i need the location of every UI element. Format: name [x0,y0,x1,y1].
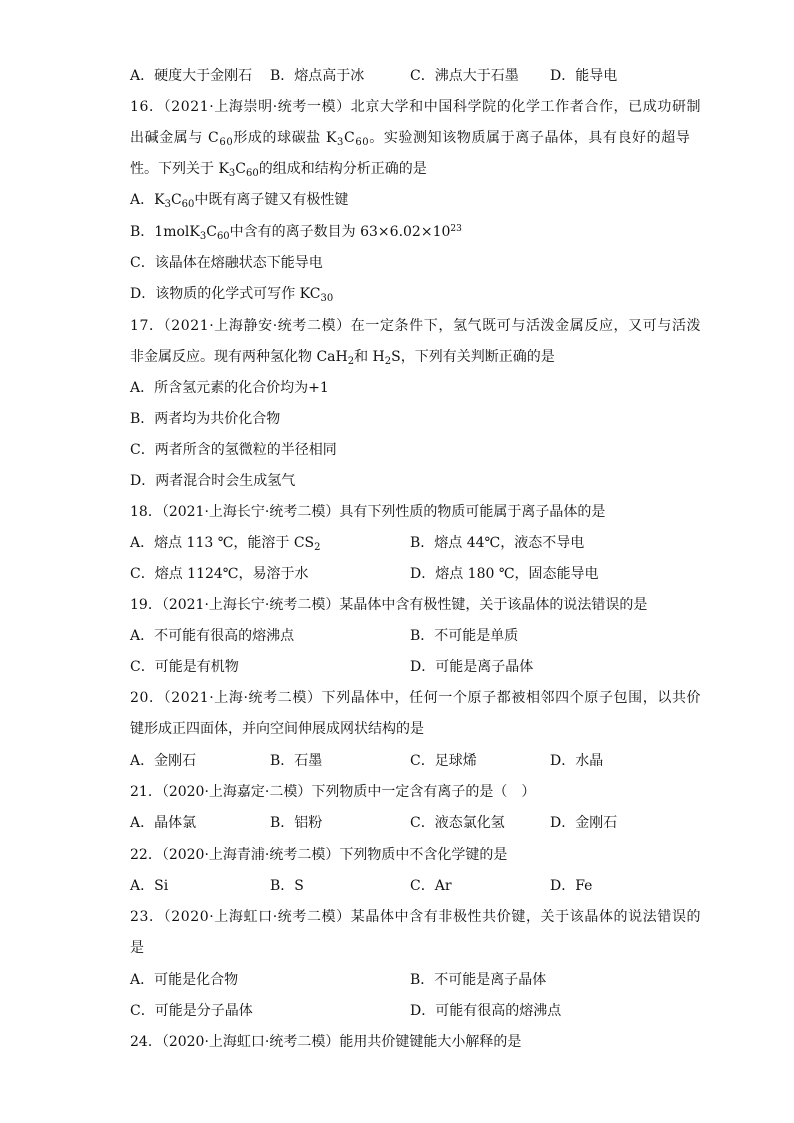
q23-option-c[interactable]: C．可能是分子晶体 [130,1003,253,1019]
q22-option-c[interactable]: C．Ar [410,878,452,894]
q16-option-b[interactable]: B．$1molK_3C_{60}$中含有的离子数目为 $63\times 6.02\times 10^{23}$ [130,224,462,242]
q23-option-a[interactable]: A．可能是化合物 [130,972,239,988]
q21-stem: 21．（2020·上海嘉定·二模）下列物质中一定含有离子的是（ ） [130,784,536,800]
q23-stem-line1: 23．（2020·上海虹口·统考二模）某晶体中含有非极性共价键，关于该晶体的说法错误的 [130,909,702,925]
q21-option-d[interactable]: D．金刚石 [550,815,618,831]
q17-option-d[interactable]: D．两者混合时会生成氢气 [130,473,296,489]
q15-option-d[interactable]: D．能导电 [550,68,618,84]
q23-option-b[interactable]: B．不可能是离子晶体 [410,972,547,988]
q15-option-c[interactable]: C．沸点大于石墨 [410,68,519,84]
q19-option-c[interactable]: C．可能是有机物 [130,659,239,675]
q21-option-a[interactable]: A．晶体氯 [130,815,197,831]
q19-option-a[interactable]: A．不可能有很高的熔沸点 [130,628,295,644]
q16-option-c[interactable]: C．该晶体在熔融状态下能导电 [130,255,323,271]
q23-stem-line2: 是 [130,940,144,956]
q17-stem-line1: 17．（2021·上海静安·统考二模）在一定条件下，氢气既可与活泼金属反应，又可与活泼 [130,318,702,334]
q15-option-b[interactable]: B．熔点高于冰 [270,68,365,84]
q19-option-b[interactable]: B．不可能是单质 [410,628,519,644]
q16-stem-line1: 16．（2021·上海崇明·统考一模）北京大学和中国科学院的化学工作者合作，已成功研制 [130,99,702,115]
q17-option-c[interactable]: C．两者所含的氢微粒的半径相同 [130,442,337,458]
q20-stem-line1: 20．（2021·上海·统考二模）下列晶体中，任何一个原子都被相邻四个原子包围，以共价 [130,690,702,706]
q20-option-c[interactable]: C．足球烯 [410,753,477,769]
q19-option-d[interactable]: D．可能是离子晶体 [410,659,534,675]
q16-option-a[interactable]: A．$K_3C_{60}$中既有离子键又有极性键 [130,192,349,210]
q24-stem: 24．（2020·上海虹口·统考二模）能用共价键键能大小解释的是 [130,1034,522,1050]
q22-option-b[interactable]: B．S [270,878,304,894]
q15-option-a[interactable]: A．硬度大于金刚石 [130,68,253,84]
q16-option-d[interactable]: D．该物质的化学式可写作 $KC_{30}$ [130,286,334,304]
q18-option-c[interactable]: C．熔点 1124℃，易溶于水 [130,566,309,582]
q20-stem-line2: 键形成正四面体，并向空间伸展成网状结构的是 [130,721,424,737]
q23-option-d[interactable]: D．可能有很高的熔沸点 [410,1003,562,1019]
q16-stem-line3: 性。下列关于 $K_3C_{60}$的组成和结构分析正确的是 [130,161,427,179]
q22-option-a[interactable]: A．Si [130,878,169,894]
q16-stem-line2: 出碱金属与 $C_{60}$形成的球碳盐 $K_3C_{60}$。实验测知该物质属于离子晶体，具有良好的超导 [130,130,691,148]
q18-stem: 18．（2021·上海长宁·统考二模）具有下列性质的物质可能属于离子晶体的是 [130,504,606,520]
q18-option-b[interactable]: B．熔点 44℃，液态不导电 [410,535,585,551]
q17-option-b[interactable]: B．两者均为共价化合物 [130,411,281,427]
q21-option-c[interactable]: C．液态氯化氢 [410,815,505,831]
q20-option-a[interactable]: A．金刚石 [130,753,197,769]
q21-option-b[interactable]: B．铝粉 [270,815,323,831]
q20-option-d[interactable]: D．水晶 [550,753,604,769]
q19-stem: 19．（2021·上海长宁·统考二模）某晶体中含有极性键，关于该晶体的说法错误的是 [130,597,648,613]
q17-stem-line2: 非金属反应。现有两种氢化物 CaH$_2$和 $H_2S$，下列有关判断正确的是 [130,349,555,367]
q18-option-d[interactable]: D．熔点 180 ℃，固态能导电 [410,566,599,582]
q20-option-b[interactable]: B．石墨 [270,753,323,769]
q18-option-a[interactable]: A．熔点 113 ℃，能溶于 $CS_2$ [130,535,321,553]
q17-option-a[interactable]: A．所含氢元素的化合价均为+1 [130,380,329,396]
q22-option-d[interactable]: D．Fe [550,878,593,894]
q22-stem: 22．（2020·上海青浦·统考二模）下列物质中不含化学键的是 [130,847,508,863]
